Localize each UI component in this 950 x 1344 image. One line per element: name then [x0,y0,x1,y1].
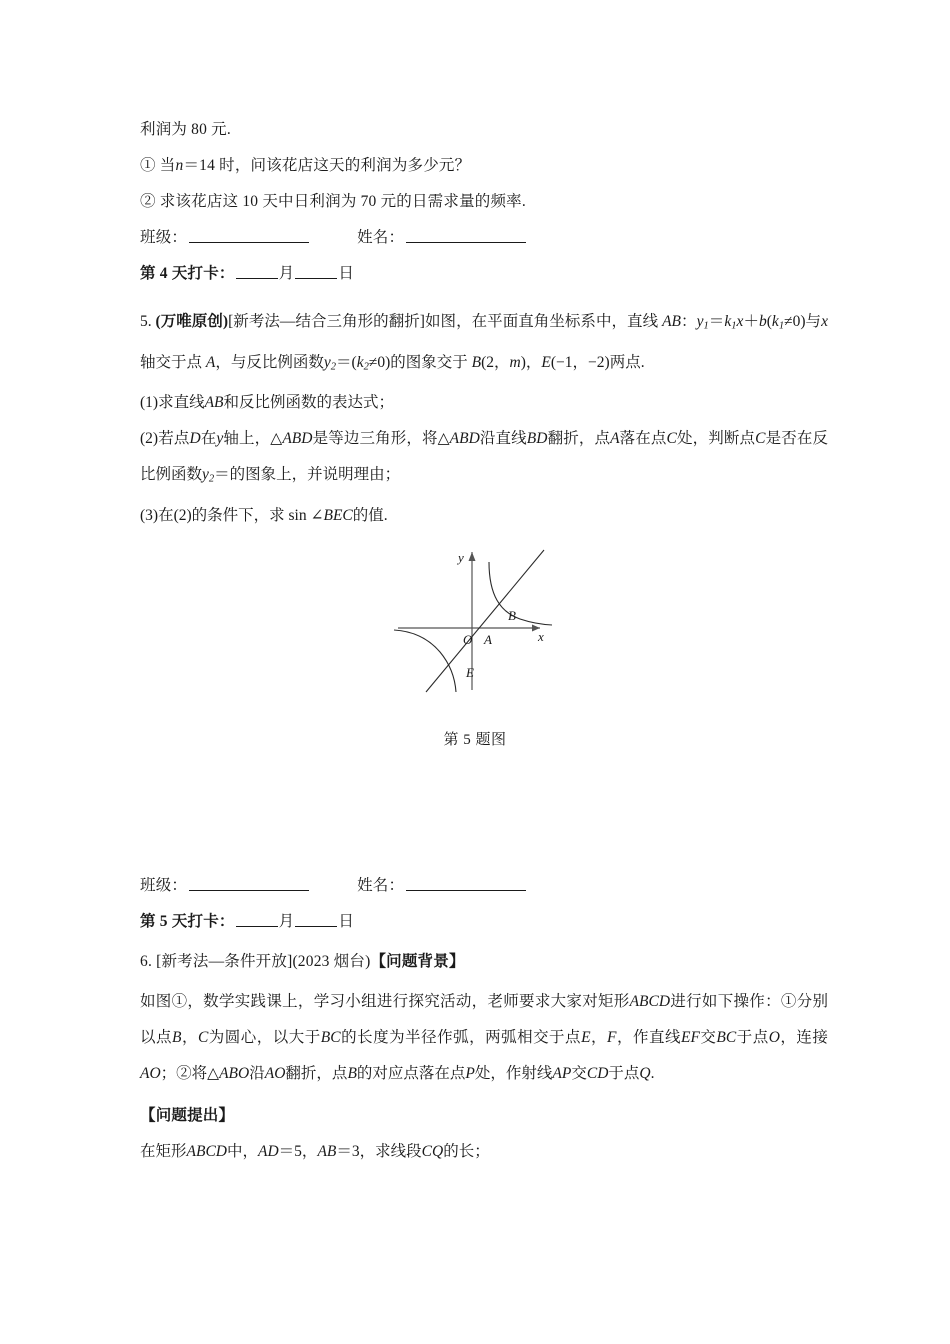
lower-text-column [140,868,828,1170]
day-unit-1: 日 [338,265,355,282]
problem-5-method-tag: [新考法—结合三角形的翻折] [228,313,425,330]
triangle-abd-2: ABD [449,430,480,448]
name-label-2: 姓名： [357,877,405,894]
p6-t4: 为圆心，以大于 [208,1029,321,1046]
p6-t1: 如图①，数学实践课上，学习小组进行探究活动，老师要求大家对矩形 [140,993,630,1010]
point-a-label: A [484,632,492,647]
segment-ab-ref: AB [662,313,682,330]
name-blank-1[interactable] [406,228,526,243]
problem-5-number: 5. [140,313,152,330]
p6-t14: 的对应点落在点 [356,1065,466,1082]
p6-t5: 的长度为半径作弧，两弧相交于点 [340,1029,582,1046]
k1-subscript: 1 [731,320,737,332]
question2-body: ② 求该花店这 10 天中日利润为 70 元的日需求量的频率. [140,193,526,210]
main-text-column [140,112,828,534]
conj-1: 与 [805,313,822,330]
rect-abcd-ref-1: ABCD [629,993,671,1010]
p6-t10: ，连接 [779,1029,828,1046]
p6-segment-bc-2: BC [716,1029,737,1046]
colon-1: ： [681,313,697,330]
p6-t16: 交 [571,1065,587,1082]
problem-6-question [140,1134,828,1170]
part2-p9: 是否在反比例函数 [140,430,828,484]
p6-t12: 沿 [249,1065,265,1082]
day-blank-2[interactable] [295,912,337,927]
name-label-1: 姓名： [357,229,405,246]
p6-point-b-2: B [347,1065,357,1082]
question1-prefix: ① 当 [140,157,176,174]
p6-line-ef: EF [680,1029,700,1046]
problem-6-section-question [140,1098,828,1134]
point-a-ref: A [205,353,216,371]
segment-ab-ref-2: AB [317,1143,337,1160]
month-blank-2[interactable] [236,912,278,927]
problem-6-header [140,944,828,980]
point-e-coord: (−1，−2)两 [550,353,626,371]
part1-ab: AB [204,394,224,412]
point-e-ref: E [541,353,551,371]
day-label-2: 第 5 天打卡： [140,913,235,930]
part1-prefix: (1)求直线 [140,394,205,412]
b-symbol: b [759,313,767,330]
y-axis-label: y [458,550,464,565]
text-line-question-1 [140,148,828,184]
k2-subscript: 2 [363,361,369,373]
month-blank-1[interactable] [236,264,278,279]
problem-5-stem [140,304,828,385]
equals-1: ＝ [708,313,725,330]
class-label-1: 班级： [140,229,188,246]
part2-p3: 轴上，△ [223,430,283,448]
part2-p7: 落在点 [619,430,667,448]
origin-label: O [463,632,473,647]
problem-5-origin-tag: (万唯原创) [155,313,229,330]
class-blank-1[interactable] [189,228,309,243]
part3-prefix: (3)在(2)的条件下，求 sin ∠ [140,506,324,524]
p6-t2: 进行如下操作：①分别以点 [140,993,828,1046]
stem-end: 点. [625,353,645,371]
hyperbola-branch-upper [489,562,552,625]
p6q-p3: ＝5， [278,1143,318,1160]
p6-point-q: Q [639,1065,651,1082]
y1-subscript: 1 [703,320,709,332]
inverse-fn-text: ，与反比例函数 [215,353,324,371]
p6-t6: ， [590,1029,608,1046]
part2-p4: 是等边三角形，将△ [312,430,450,448]
plus-sign: ＋ [743,313,759,330]
segment-cq-ref: CQ [421,1143,444,1160]
p6-segment-cd: CD [586,1065,609,1082]
problem-6-number: 6. [140,953,153,970]
p6-point-p: P [465,1065,475,1082]
point-c-ref: C [666,430,677,448]
p6-ray-ap: AP [552,1065,572,1082]
signoff-row-2 [140,868,828,904]
p6-t8: 交 [699,1029,717,1046]
k1-condition: ≠0) [784,313,806,330]
p6-segment-bc: BC [320,1029,341,1046]
p6q-p1: 在矩形 [140,1143,187,1160]
part2-p8: 处，判断点 [676,430,756,448]
k1-symbol-2: k [771,313,779,330]
text-line-profit [140,112,828,148]
p6-t3: ， [181,1029,198,1046]
point-b-label: B [508,608,516,623]
part2-p1: (2)若点 [140,430,190,448]
p6-point-b: B [172,1029,182,1046]
day-unit-2: 日 [338,913,355,930]
y2-equals: ＝( [336,353,357,371]
problem-6-method-tag: [新考法—条件开放] [156,953,293,970]
part2-p10: ＝的图象上，并说明理由； [214,466,401,484]
problem-5-part-2 [140,421,828,498]
p6-t9: 于点 [736,1029,769,1046]
p6-t17: 于点 [608,1065,640,1082]
p6-segment-ao: AO [140,1065,161,1082]
name-blank-2[interactable] [406,876,526,891]
p6-t13: 翻折，点 [285,1065,348,1082]
y2-subscript: 2 [330,361,337,373]
day-label-1: 第 4 天打卡： [140,265,235,282]
profit-statement: 利润为 80 元. [140,121,231,138]
question1-body: ＝14 时，问该花店这天的利润为多少元？ [183,157,471,174]
m-symbol: m [509,353,521,371]
variable-n: n [175,157,184,174]
problem-5-part-3 [140,498,828,534]
segment-ad-ref: AD [258,1143,279,1160]
y2-symbol-2: y [202,466,209,484]
intersect-text-1: 轴交于点 [140,353,203,371]
y2-symbol: y [323,353,331,371]
problem-6-question-header: 【问题提出】 [140,1107,235,1124]
signoff-row-1 [140,220,828,256]
x-symbol-1: x [736,313,744,330]
p6q-p5: 的长； [443,1143,490,1160]
problem-5-part-1 [140,385,828,421]
x-axis-ref: x [821,313,828,330]
p6-t7: ，作直线 [616,1029,681,1046]
p6q-p4: ＝3，求线段 [336,1143,422,1160]
part2-p2: 在 [200,430,217,448]
y1-symbol: y [696,313,704,330]
p6q-p2: 中， [226,1143,258,1160]
p6-triangle-abo: ABO [219,1065,250,1082]
point-a-ref-2: A [610,430,620,448]
p6-t15: 处，作射线 [474,1065,553,1082]
problem-6-source: (2023 烟台) [292,953,371,970]
paren-open-1: ( [766,313,772,330]
day-stamp-row-2 [140,904,828,940]
point-b-ref: B [471,353,482,371]
p6-point-e: E [581,1029,591,1046]
p6-t11: ；②将△ [160,1065,220,1082]
figure-5-caption [0,728,950,749]
point-b-close: )， [520,353,542,371]
k2-symbol: k [356,353,364,371]
segment-bd-ref: BD [526,430,548,448]
point-c-ref-2: C [755,430,766,448]
y2-condition: ≠0)的图象交于 [368,353,468,371]
month-unit-2: 月 [278,913,295,930]
part2-p6: 翻折，点 [547,430,611,448]
part2-p5: 沿直线 [479,430,527,448]
p6-point-f: F [607,1029,617,1046]
hyperbola-branch-lower [394,630,456,692]
figure-5-caption-text: 第 5 题图 [443,732,507,748]
class-blank-2[interactable] [189,876,309,891]
y-axis-ref: y [216,430,224,448]
problem-6-body [140,984,828,1092]
y-axis-arrow [469,552,476,561]
p6-point-o: O [768,1029,780,1046]
p6-point-c: C [197,1029,209,1046]
rect-abcd-ref-2: ABCD [186,1143,227,1160]
text-line-question-2 [140,184,828,220]
part3-post: 的值. [352,506,388,524]
coordinate-graph-svg [0,540,950,740]
k1-symbol: k [724,313,732,330]
p6-segment-ao-2: AO [264,1065,286,1082]
day-blank-1[interactable] [295,264,337,279]
month-unit-1: 月 [278,265,295,282]
p6-t18: . [650,1065,655,1082]
y2-subscript-2: 2 [208,473,215,485]
x-axis-label: x [538,629,544,644]
day-stamp-row-1 [140,256,828,292]
k1-subscript-2: 1 [778,320,785,332]
point-d-ref: D [189,430,201,448]
point-b-coord: (2， [481,353,510,371]
problem-6-section-background: 【问题背景】 [370,953,465,970]
problem-5-stem-text-1: 如图，在平面直角坐标系中，直线 [424,313,659,330]
part1-post: 和反比例函数的表达式； [223,394,395,412]
triangle-abd-1: ABD [282,430,313,448]
angle-bec-ref: BEC [323,506,353,524]
point-e-label: E [466,665,474,680]
class-label-2: 班级： [140,877,188,894]
